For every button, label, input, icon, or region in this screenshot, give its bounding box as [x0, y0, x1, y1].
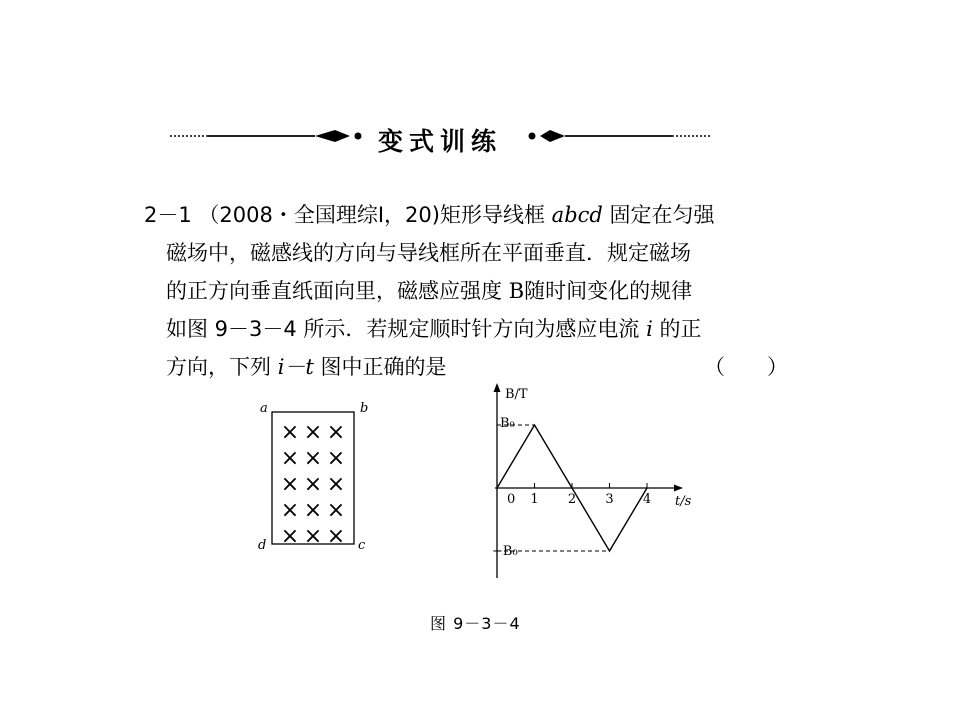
problem-text-segment: 随时间变化的规律	[524, 279, 693, 303]
frame-name: abcd	[551, 203, 603, 227]
x-tick-label: 3	[605, 492, 614, 507]
field-cross-icon: ×	[326, 498, 346, 523]
field-cross-icon: ×	[280, 472, 300, 497]
x-tick-label: 4	[642, 492, 652, 507]
b-t-graph	[455, 378, 705, 598]
symbol-i: i	[646, 317, 653, 341]
banner-title: 变式训练	[377, 127, 502, 156]
problem-text-segment: 方向，下列	[166, 355, 271, 379]
problem-number: 2－1	[144, 203, 192, 227]
figure-caption: 图 9－3－4	[430, 614, 521, 633]
problem-text-segment: 图中正确的是	[320, 355, 447, 379]
problem-line-5	[166, 348, 447, 386]
x-axis-label: t/s	[675, 494, 692, 509]
neg-b0-label: −B₀	[492, 544, 518, 559]
corner-b-label: b	[360, 401, 369, 416]
answer-paren: （ ）	[704, 355, 788, 379]
problem-text-segment: 的正方向垂直纸面向里，磁感应强度	[166, 279, 502, 303]
b0-label: B₀	[500, 416, 515, 431]
field-cross-icon: ×	[326, 420, 346, 445]
problem-line-1	[144, 196, 715, 234]
corner-a-label: a	[260, 401, 268, 416]
problem-text-segment: 如图 9－3－4 所示．若规定顺时针方向为感应电流	[166, 317, 640, 341]
x-axis-arrow	[674, 485, 683, 492]
problem-line-2: 磁场中，磁感线的方向与导线框所在平面垂直．规定磁场	[166, 241, 691, 265]
field-cross-icon: ×	[303, 420, 323, 445]
problem-text-segment: 矩形导线框	[439, 203, 545, 227]
problem-line-4	[166, 310, 702, 348]
problem-line-3	[166, 272, 692, 310]
corner-c-label: c	[358, 538, 366, 553]
field-cross-icon: ×	[326, 472, 346, 497]
field-cross-icon: ×	[303, 446, 323, 471]
origin-label: 0	[507, 492, 516, 507]
symbol-i-t: i－t	[277, 355, 314, 379]
problem-text-segment: 固定在匀强	[609, 203, 715, 227]
field-cross-icon: ×	[303, 498, 323, 523]
problem-text-segment: 的正	[659, 317, 702, 341]
frame-figure	[250, 395, 370, 560]
magnetic-field-grid	[281, 420, 345, 549]
field-cross-icon: ×	[326, 446, 346, 471]
corner-d-label: d	[258, 538, 267, 553]
x-tick-label: 2	[567, 492, 577, 507]
field-cross-icon: ×	[280, 420, 300, 445]
y-axis-arrow	[494, 383, 501, 392]
field-cross-icon: ×	[280, 498, 300, 523]
section-banner	[160, 112, 720, 162]
field-cross-icon: ×	[326, 524, 346, 549]
field-cross-icon: ×	[303, 524, 323, 549]
field-cross-icon: ×	[303, 472, 323, 497]
symbol-b: B	[508, 279, 525, 303]
y-axis-label: B/T	[505, 387, 528, 402]
problem-source: （2008・全国理综Ⅰ，20)	[198, 203, 440, 227]
x-tick-label: 1	[530, 492, 539, 507]
field-cross-icon: ×	[280, 524, 300, 549]
x-tick-group	[530, 483, 651, 507]
field-cross-icon: ×	[280, 446, 300, 471]
